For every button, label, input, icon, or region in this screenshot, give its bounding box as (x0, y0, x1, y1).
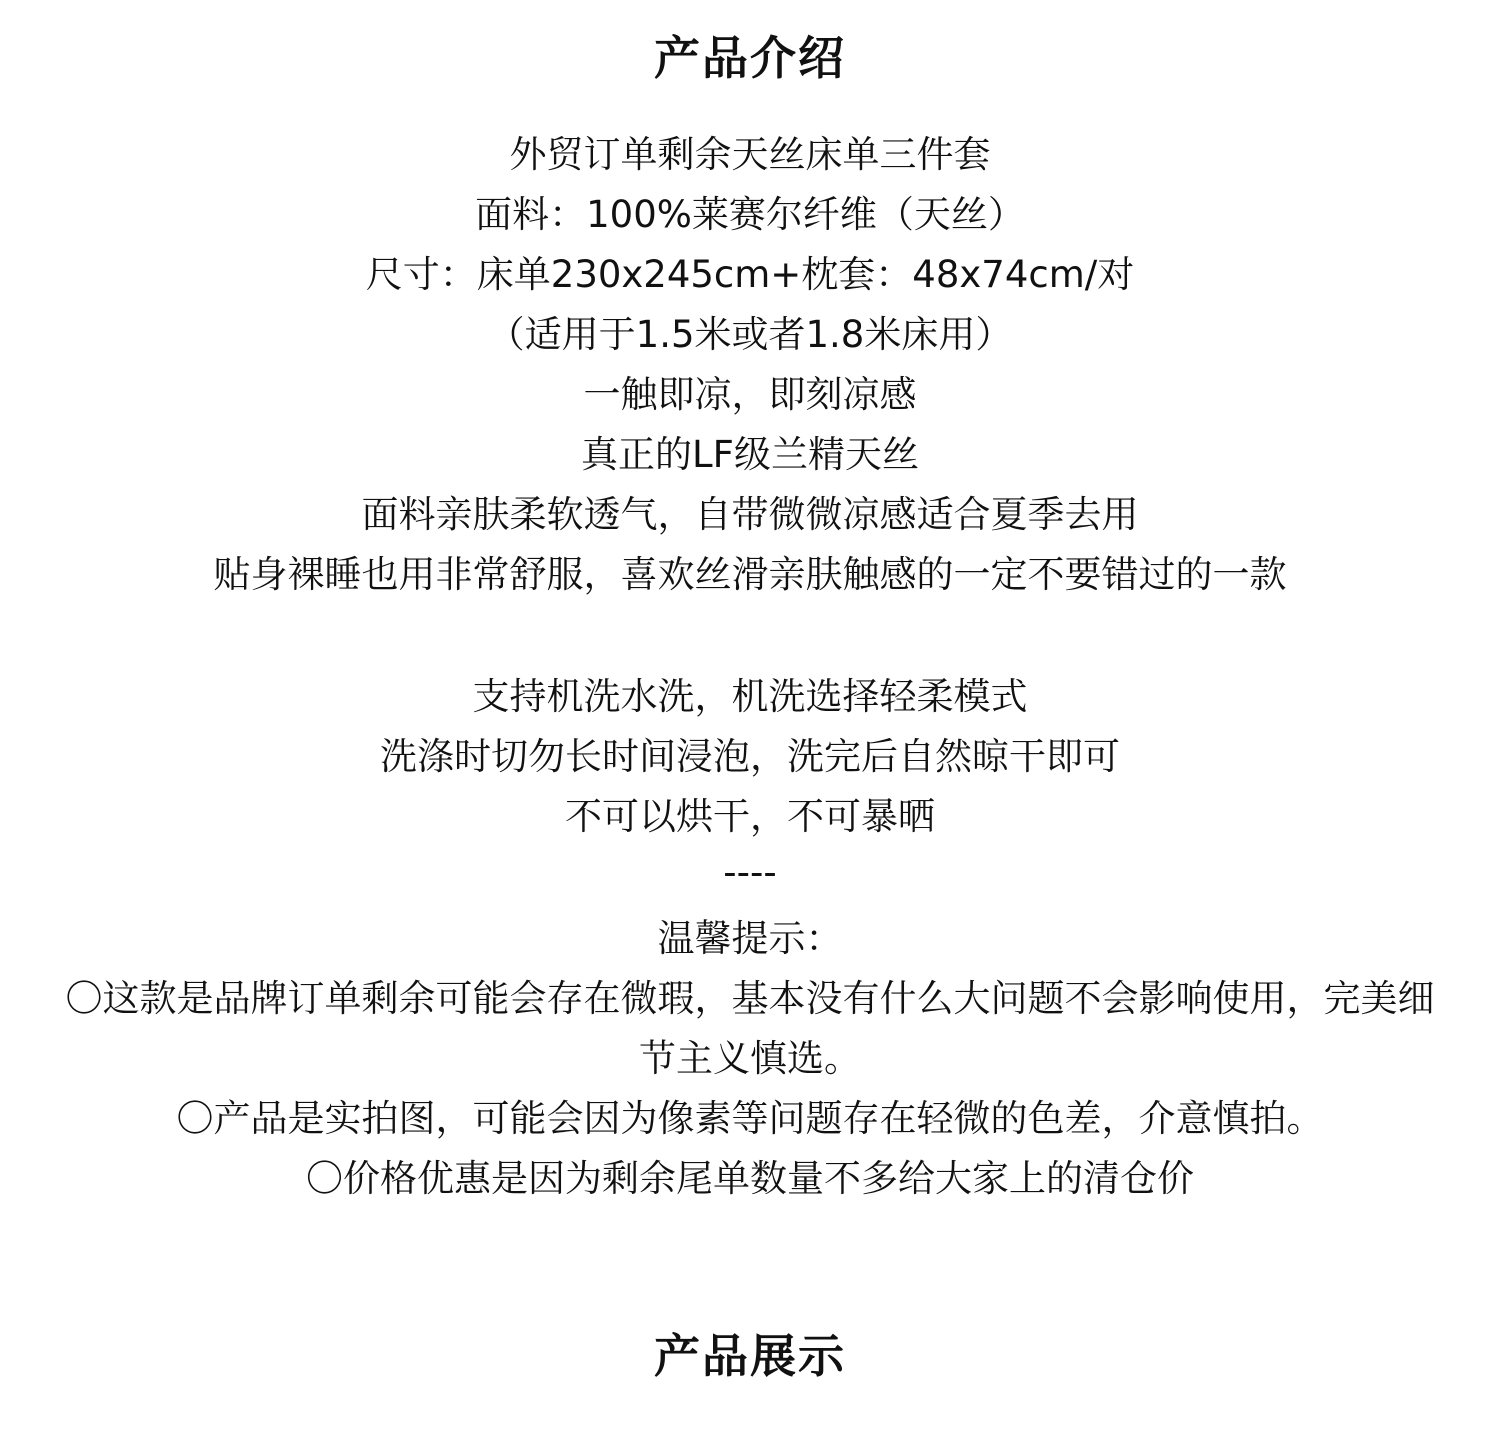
care-line-dry: 不可以烘干，不可暴晒 (565, 795, 935, 838)
separator: ---- (723, 851, 777, 894)
desc-line-cool-feel: 一触即凉，即刻凉感 (583, 373, 917, 416)
page-title-display: 产品展示 (654, 1329, 846, 1383)
care-line-wash: 支持机洗水洗，机洗选择轻柔模式 (472, 675, 1028, 718)
desc-line-product-name: 外贸订单剩余天丝床单三件套 (509, 133, 991, 176)
care-line-soak: 洗涤时切勿长时间浸泡，洗完后自然晾干即可 (380, 735, 1120, 778)
desc-line-size: 尺寸：床单230x245cm+枕套：48x74cm/对 (365, 253, 1135, 296)
tips-title: 温馨提示： (657, 917, 843, 960)
page-title-intro: 产品介绍 (654, 31, 846, 85)
desc-line-skin-friendly: 面料亲肤柔软透气，自带微微凉感适合夏季去用 (361, 493, 1139, 536)
tip-item-flaw-line2: 节主义慎选。 (639, 1037, 861, 1080)
desc-line-bed-fit: （适用于1.5米或者1.8米床用） (487, 313, 1013, 356)
tip-item-flaw-line1: 〇这款是品牌订单剩余可能会存在微瑕，基本没有什么大问题不会影响使用，完美细 (65, 977, 1435, 1020)
desc-line-comfort: 贴身裸睡也用非常舒服，喜欢丝滑亲肤触感的一定不要错过的一款 (213, 553, 1287, 596)
desc-line-fabric: 面料：100%莱赛尔纤维（天丝） (475, 193, 1025, 236)
tip-item-price: 〇价格优惠是因为剩余尾单数量不多给大家上的清仓价 (306, 1157, 1194, 1200)
desc-line-lenzing: 真正的LF级兰精天丝 (581, 433, 919, 476)
tip-item-color: 〇产品是实拍图，可能会因为像素等问题存在轻微的色差，介意慎拍。 (176, 1097, 1324, 1140)
